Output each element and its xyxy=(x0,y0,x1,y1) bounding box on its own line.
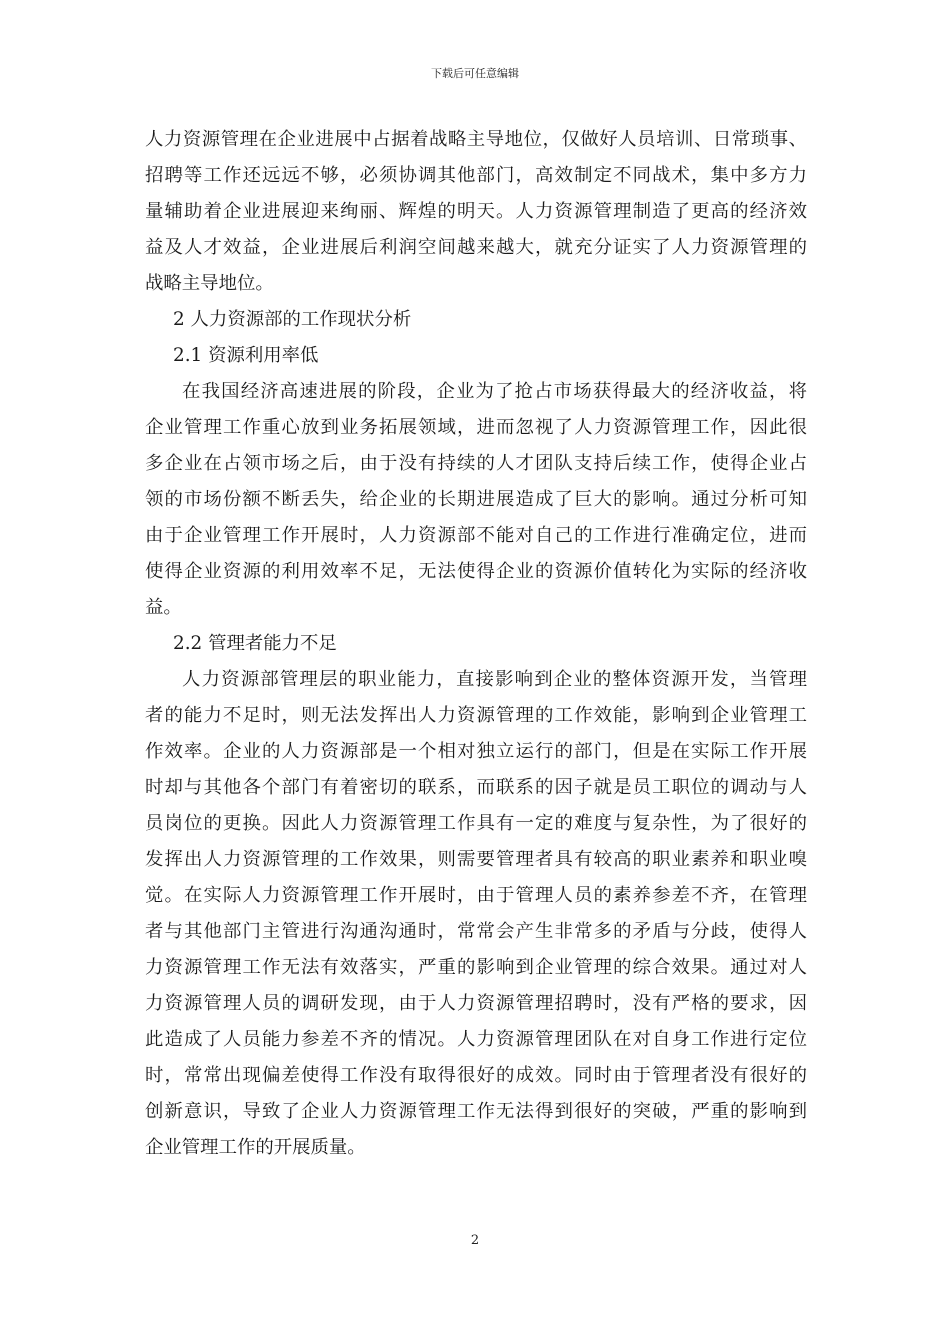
text-line: 2 人力资源部的工作现状分析 xyxy=(173,309,412,330)
text-line: 在我国经济高速进展的阶段，企业为了抢占市场获得最大的经济收益，将 xyxy=(182,381,807,402)
text-line: 觉。在实际人力资源管理工作开展时，由于管理人员的素养参差不齐，在管理 xyxy=(145,885,807,906)
text-line: 使得企业资源的利用效率不足，无法使得企业的资源价值转化为实际的经济收 xyxy=(145,561,807,582)
page-header: 下载后可任意编辑 xyxy=(431,67,519,80)
text-line: 多企业在占领市场之后，由于没有持续的人才团队支持后续工作，使得企业占 xyxy=(145,453,807,474)
text-line: 招聘等工作还远远不够，必须协调其他部门，高效制定不同战术，集中多方力 xyxy=(145,165,807,186)
section-heading xyxy=(145,302,807,338)
text-line: 益及人才效益，企业进展后利润空间越来越大，就充分证实了人力资源管理的 xyxy=(145,237,807,258)
text-line: 2.2 管理者能力不足 xyxy=(173,633,337,654)
page-number: 2 xyxy=(470,1233,480,1248)
text-line: 人力资源管理在企业进展中占据着战略主导地位，仅做好人员培训、日常琐事、 xyxy=(145,129,807,150)
text-line: 力资源管理工作无法有效落实，严重的影响到企业管理的综合效果。通过对人 xyxy=(145,957,807,978)
document-body xyxy=(145,122,807,1166)
text-line: 2.1 资源利用率低 xyxy=(173,345,319,366)
text-line: 人力资源部管理层的职业能力，直接影响到企业的整体资源开发，当管理 xyxy=(182,669,807,690)
paragraph xyxy=(145,122,807,302)
text-line: 者与其他部门主管进行沟通沟通时，常常会产生非常多的矛盾与分歧，使得人 xyxy=(145,921,807,942)
text-line: 益。 xyxy=(145,597,182,618)
text-line: 领的市场份额不断丢失，给企业的长期进展造成了巨大的影响。通过分析可知 xyxy=(145,489,807,510)
text-line: 由于企业管理工作开展时，人力资源部不能对自己的工作进行准确定位，进而 xyxy=(145,525,807,546)
section-heading xyxy=(145,338,807,374)
text-line: 力资源管理人员的调研发现，由于人力资源管理招聘时，没有严格的要求，因 xyxy=(145,993,807,1014)
text-line: 时，常常出现偏差使得工作没有取得很好的成效。同时由于管理者没有很好的 xyxy=(145,1065,807,1086)
text-line: 发挥出人力资源管理的工作效果，则需要管理者具有较高的职业素养和职业嗅 xyxy=(145,849,807,870)
section-heading xyxy=(145,626,807,662)
text-line: 此造成了人员能力参差不齐的情况。人力资源管理团队在对自身工作进行定位 xyxy=(145,1029,807,1050)
text-line: 企业管理工作的开展质量。 xyxy=(145,1137,366,1158)
text-line: 时却与其他各个部门有着密切的联系，而联系的因子就是员工职位的调动与人 xyxy=(145,777,807,798)
text-line: 战略主导地位。 xyxy=(145,273,274,294)
text-line: 者的能力不足时，则无法发挥出人力资源管理的工作效能，影响到企业管理工 xyxy=(145,705,807,726)
paragraph xyxy=(145,374,807,626)
text-line: 作效率。企业的人力资源部是一个相对独立运行的部门，但是在实际工作开展 xyxy=(145,741,807,762)
paragraph xyxy=(145,662,807,1166)
text-line: 企业管理工作重心放到业务拓展领域，进而忽视了人力资源管理工作，因此很 xyxy=(145,417,807,438)
text-line: 创新意识，导致了企业人力资源管理工作无法得到很好的突破，严重的影响到 xyxy=(145,1101,807,1122)
text-line: 量辅助着企业进展迎来绚丽、辉煌的明天。人力资源管理制造了更高的经济效 xyxy=(145,201,807,222)
text-line: 员岗位的更换。因此人力资源管理工作具有一定的难度与复杂性，为了很好的 xyxy=(145,813,807,834)
